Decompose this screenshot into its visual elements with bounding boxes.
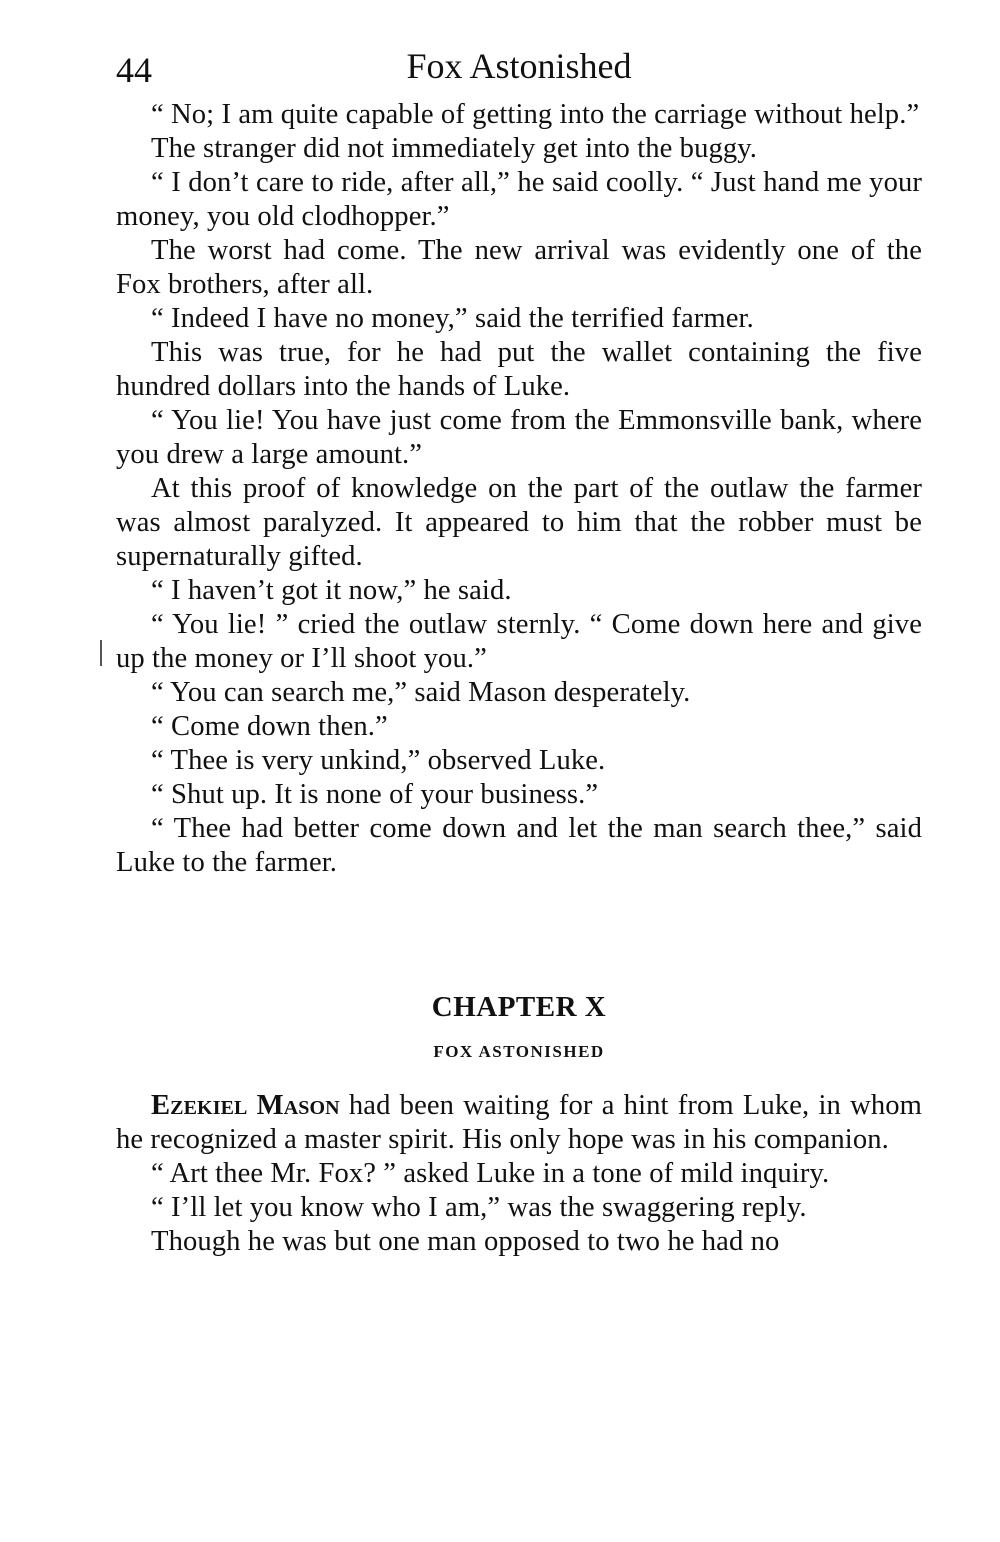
paragraph: “ You can search me,” said Mason desperately. — [151, 677, 691, 708]
paragraph: “ I’ll let you know who I am,” was the swaggering reply. — [151, 1192, 807, 1223]
chapter-gap — [116, 880, 922, 987]
book-page — [116, 40, 922, 1259]
paragraph: “ Art thee Mr. Fox? ” asked Luke in a tone of mild inquiry. — [151, 1158, 830, 1189]
paragraph: “ Shut up. It is none of your business.” — [151, 779, 599, 810]
running-head — [116, 40, 922, 98]
paragraph: “ I haven’t got it now,” he said. — [151, 575, 512, 606]
paragraph: “ Indeed I have no money,” said the terrified farmer. — [151, 303, 754, 334]
paragraph: “ Thee had better come down and let the man search thee,” said Luke to the farmer. — [116, 813, 922, 878]
margin-mark — [100, 640, 102, 666]
paragraph: “ Come down then.” — [151, 711, 388, 742]
paragraph: “ You lie! You have just come from the Emmonsville bank, where you drew a large amount.” — [116, 405, 922, 470]
page-number: 44 — [116, 50, 152, 90]
chapter-space — [116, 1063, 922, 1089]
paragraph: This was true, for he had put the wallet containing the five hundred dollars into the hands of Luke. — [116, 337, 922, 402]
paragraph: At this proof of knowledge on the part of the outlaw the farmer was almost paralyzed. It appeared to him that the robber must be supernaturally gifted. — [116, 473, 922, 572]
chapter-body — [116, 1089, 922, 1259]
paragraph: Though he was but one man opposed to two he had no — [151, 1226, 780, 1257]
running-title: Fox Astonished — [406, 46, 632, 86]
paragraph: “ No; I am quite capable of getting into the carriage without help.” — [151, 99, 920, 130]
opening-name: Ezekiel Mason — [151, 1090, 340, 1121]
chapter-title: CHAPTER X — [431, 991, 607, 1023]
paragraph: “ I don’t care to ride, after all,” he said coolly. “ Just hand me your money, you old clodhopper.” — [116, 167, 922, 232]
opening-text: had been waiting for a hint from Luke, in whom he recognized a master spirit. His only hope was in his companion. — [116, 1090, 922, 1155]
paragraph: The worst had come. The new arrival was evidently one of the Fox brothers, after all. — [116, 235, 922, 300]
body-text — [116, 98, 922, 880]
paragraph: “ You lie! ” cried the outlaw sternly. “ Come down here and give up the money or I’ll shoot you.” — [116, 609, 922, 674]
paragraph: The stranger did not immediately get into the buggy. — [151, 133, 758, 164]
chapter-opening-paragraph — [116, 1089, 922, 1157]
chapter-subtitle: FOX ASTONISHED — [433, 1042, 605, 1061]
paragraph: “ Thee is very unkind,” observed Luke. — [151, 745, 606, 776]
